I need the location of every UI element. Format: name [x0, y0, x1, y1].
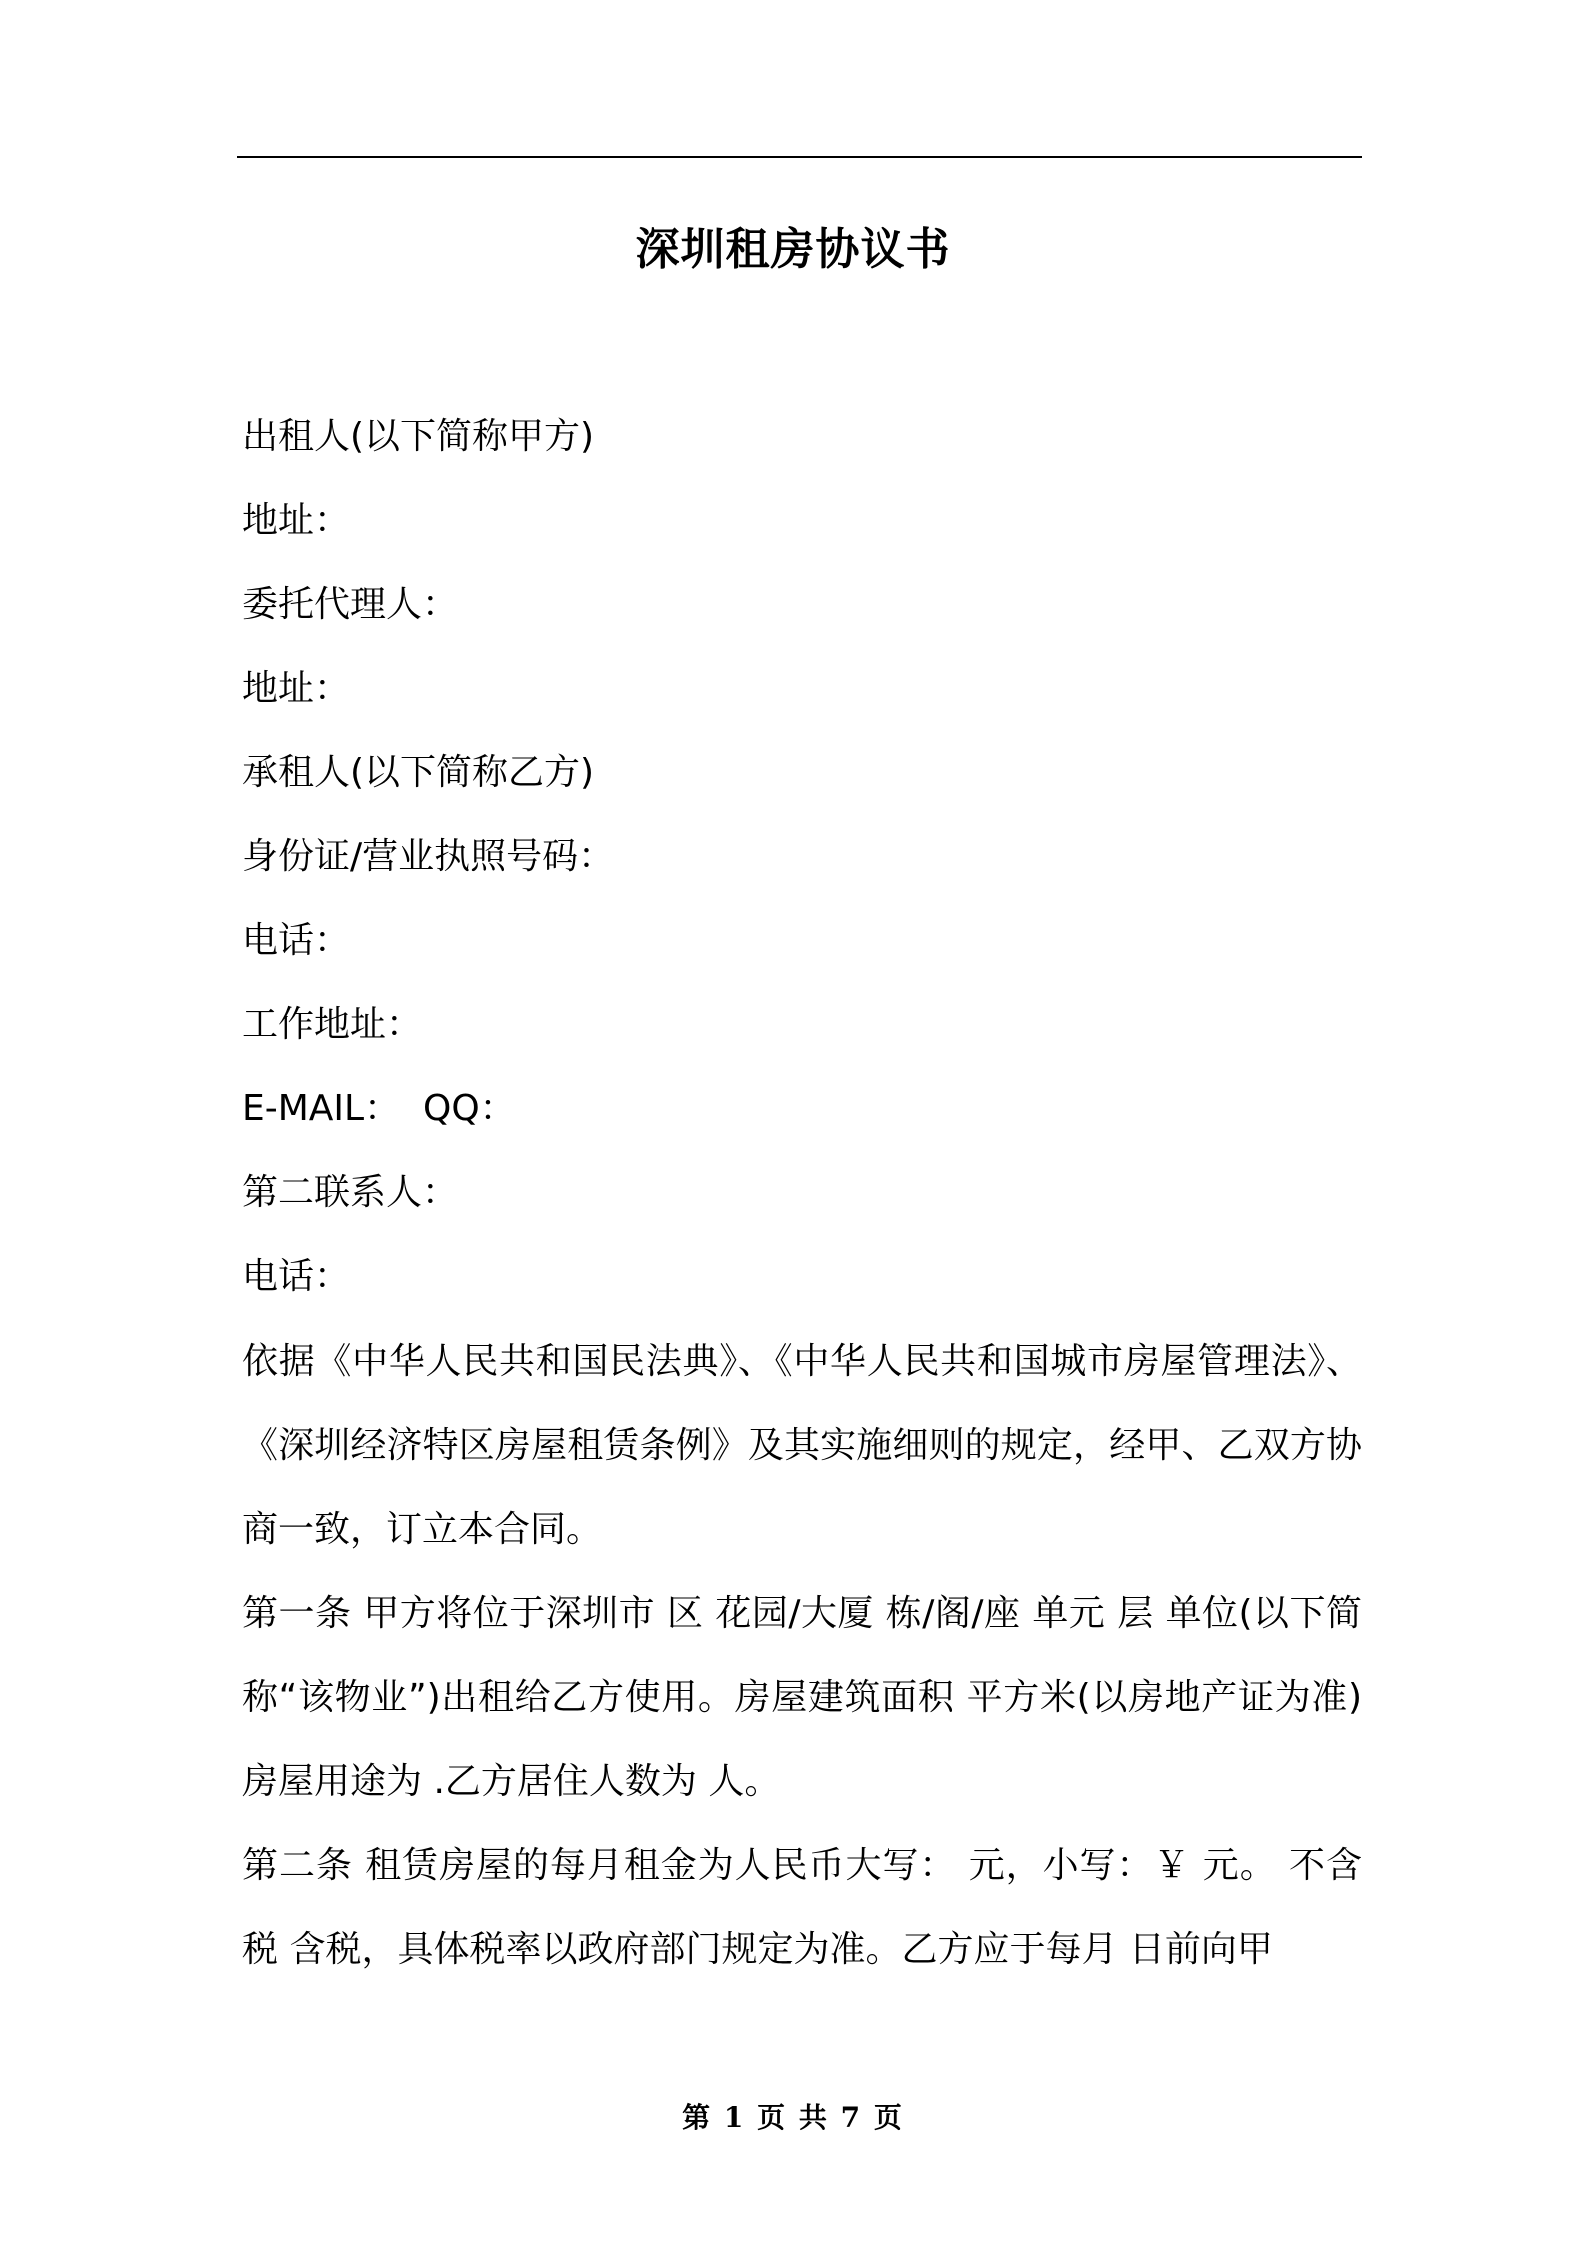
page-footer: 第 1 页 共 7 页 [682, 2101, 904, 2134]
field-second-phone: 电话： [242, 1256, 351, 1297]
field-agent-address: 地址： [242, 668, 351, 709]
field-lessee: 承租人(以下简称乙方) [242, 752, 595, 793]
field-agent: 委托代理人： [242, 584, 459, 625]
field-id-number: 身份证/营业执照号码： [242, 836, 615, 877]
field-work-address: 工作地址： [242, 1004, 423, 1045]
paragraph-article-two: 第二条 租赁房屋的每月租金为人民币大写： 元，小写：￥ 元。 不含税 含税，具体税率以政府部门规定为准。乙方应于每月 日前向甲 [242, 1845, 1362, 1970]
paragraph-legal-basis: 依据《中华人民共和国民法典》、《中华人民共和国城市房屋管理法》、《深圳经济特区房屋租赁条例》及其实施细则的规定，经甲、乙双方协商一致，订立本合同。 [242, 1341, 1362, 1550]
field-lessor: 出租人(以下简称甲方) [242, 416, 595, 457]
document-title: 深圳租房协议书 [635, 224, 951, 275]
paragraph-article-one: 第一条 甲方将位于深圳市 区 花园/大厦 栋/阁/座 单元 层 单位(以下简称“该物业”)出租给乙方使用。房屋建筑面积 平方米(以房地产证为准)房屋用途为 .乙方居住人数为 人。 [242, 1593, 1362, 1802]
field-email-qq: E-MAIL： QQ： [242, 1088, 516, 1129]
field-phone: 电话： [242, 920, 351, 961]
header-rule [237, 156, 1362, 158]
field-second-contact: 第二联系人： [242, 1172, 459, 1213]
field-lessor-address: 地址： [242, 500, 351, 541]
